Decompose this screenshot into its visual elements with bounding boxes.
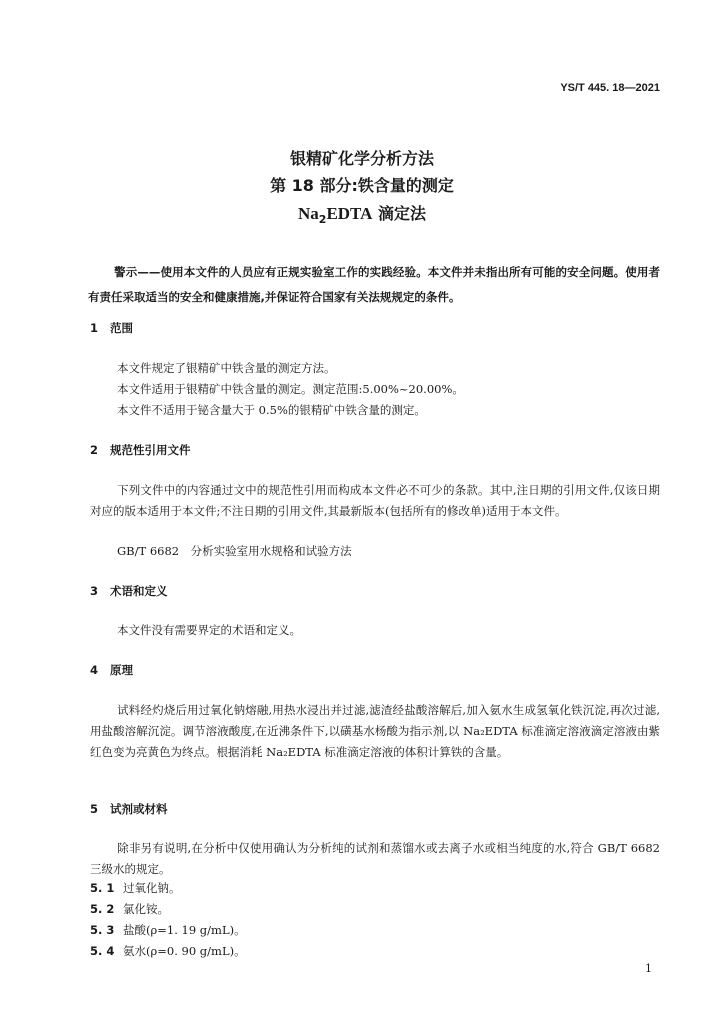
section-title: 试剂或材料 <box>110 802 168 816</box>
section-title: 范围 <box>110 321 133 335</box>
scope-line-1: 本文件规定了银精矿中铁含量的测定方法。 <box>117 361 336 375</box>
section-title: 规范性引用文件 <box>110 443 191 457</box>
reagent-item-text: 氯化铵。 <box>123 902 169 916</box>
page-number: 1 <box>645 962 652 975</box>
document-title-line-1: 银精矿化学分析方法 <box>289 149 434 168</box>
formula-na: Na <box>298 204 319 223</box>
reagent-item-text: 氨水(ρ=0. 90 g/mL)。 <box>123 944 246 958</box>
scope-line-3: 本文件不适用于铋含量大于 0.5%的银精矿中铁含量的测定。 <box>117 403 426 417</box>
section-5-heading <box>90 801 168 817</box>
section-number: 2 <box>90 443 99 457</box>
reagent-item-number: 5. 3 <box>90 923 115 937</box>
section-title: 术语和定义 <box>110 584 168 598</box>
safety-warning-text: 警示——使用本文件的人员应有正规实验室工作的实践经验。本文件并未指出所有可能的安全问题。使用者有责任采取适当的安全和健康措施,并保证符合国家有关法规规定的条件。 <box>88 265 660 304</box>
reagent-item <box>90 922 246 938</box>
reagent-item <box>90 880 181 896</box>
principle-paragraph <box>90 700 660 763</box>
reference-gb-t-6682: GB/T 6682 分析实验室用水规格和试验方法 <box>117 544 352 558</box>
reagents-paragraph <box>90 838 660 880</box>
section-title: 原理 <box>110 663 133 677</box>
title-method: 滴定法 <box>372 204 426 223</box>
section-number: 3 <box>90 584 99 598</box>
reagent-item <box>90 901 169 917</box>
terms-line: 本文件没有需要界定的术语和定义。 <box>117 623 301 637</box>
section-number: 5 <box>90 802 99 816</box>
reagent-item-number: 5. 1 <box>90 881 115 895</box>
section-number: 1 <box>90 321 99 335</box>
reagents-text: 除非另有说明,在分析中仅使用确认为分析纯的试剂和蒸馏水或去离子水或相当纯度的水,符合 GB/T 6682 三级水的规定。 <box>90 841 660 876</box>
document-title-line-3 <box>0 201 724 226</box>
safety-warning <box>88 260 660 310</box>
section-2-heading <box>90 442 191 458</box>
reagent-item-text: 盐酸(ρ=1. 19 g/mL)。 <box>123 923 246 937</box>
formula-edta: EDTA <box>326 204 373 223</box>
section-number: 4 <box>90 663 99 677</box>
reagent-item-text: 过氧化钠。 <box>123 881 181 895</box>
section-1-heading <box>90 320 133 336</box>
document-title-line-2: 第 18 部分:铁含量的测定 <box>270 176 454 195</box>
principle-text: 试料经灼烧后用过氧化钠熔融,用热水浸出并过滤,滤渣经盐酸溶解后,加入氨水生成氢氧化铁沉淀,再次过滤,用盐酸溶解沉淀。调节溶液酸度,在近沸条件下,以磺基水杨酸为指示剂,以 Na₂EDTA 标准滴定溶液滴定溶液由紫红色变为亮黄色为终点。根据消耗 Na₂EDTA 标准滴定溶液的体积计算铁的含量。 <box>90 703 660 759</box>
section-4-heading <box>90 662 133 678</box>
formula-subscript: 2 <box>318 213 327 227</box>
scope-line-2: 本文件适用于银精矿中铁含量的测定。测定范围:5.00%~20.00%。 <box>117 382 464 396</box>
reagent-item-number: 5. 2 <box>90 902 115 916</box>
section-3-heading <box>90 583 168 599</box>
reagent-item <box>90 943 246 959</box>
references-text: 下列文件中的内容通过文中的规范性引用而构成本文件必不可少的条款。其中,注日期的引用文件,仅该日期对应的版本适用于本文件;不注日期的引用文件,其最新版本(包括所有的修改单)适用于本文件。 <box>90 483 660 518</box>
reagent-item-number: 5. 4 <box>90 944 115 958</box>
references-paragraph <box>90 480 660 522</box>
standard-code: YS/T 445. 18—2021 <box>560 82 660 94</box>
